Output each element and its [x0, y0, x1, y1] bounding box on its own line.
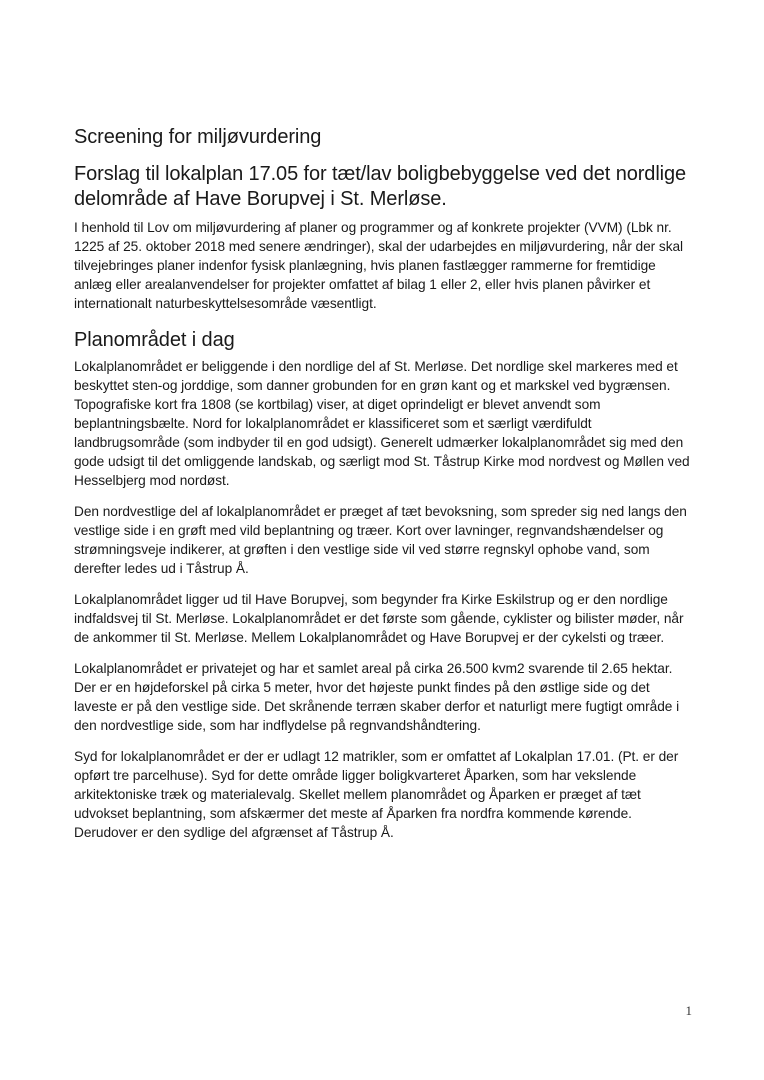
body-paragraph-1: Lokalplanområdet er beliggende i den nordlige del af St. Merløse. Det nordlige skel markeres med et beskyttet sten-og jorddige, som danner grobunden for en grøn kant og et markskel ved bygrænsen. Topografiske kort fra 1808 (se kortbilag) viser, at diget oprindeligt er blevet anvendt som beplantningsbælte. Nord for lokalplanområdet er klassificeret som et særligt værdifuldt landbrugsområde (som indbyder til en god udsigt). Generelt udmærker lokalplanområdet sig med den gode udsigt til det omliggende landskab, og særligt mod St. Tåstrup Kirke mod nordvest og Møllen ved Hesselbjerg mod nordøst. [74, 359, 690, 488]
document-title: Forslag til lokalplan 17.05 for tæt/lav boligbebyggelse ved det nordlige delområde af Have Borupvej i St. Merløse. [74, 163, 687, 210]
body-paragraph-5: Syd for lokalplanområdet er der er udlagt 12 matrikler, som er omfattet af Lokalplan 17.01. (Pt. er der opført tre parcelhuse). Syd for dette område ligger boligkvarteret Åparken, som har vekslende arkitektoniske træk og materialevalg. Skellet mellem planområdet og Åparken er præget af tæt udvokset beplantning, som afskærmer det meste af Åparken fra nordfra kommende kørende. Derudover er den sydlige del afgrænset af Tåstrup Å. [74, 749, 679, 840]
body-paragraph-2: Den nordvestlige del af lokalplanområdet er præget af tæt bevoksning, som spreder sig ned langs den vestlige side i en grøft med vild beplantning og træer. Kort over lavninger, regnvandshændelser og strømningsveje indikerer, at grøften i den vestlige side vil ved større regnskyl ophobe vand, som derefter ledes ud i Tåstrup Å. [74, 504, 687, 576]
section-heading: Planområdet i dag [74, 329, 235, 351]
document-page [74, 124, 696, 854]
body-paragraph-3: Lokalplanområdet ligger ud til Have Borupvej, som begynder fra Kirke Eskilstrup og er den nordlige indfaldsvej til St. Merløse. Lokalplanområdet er det første som gående, cyklister og bilister møder, når de ankommer til St. Merløse. Mellem Lokalplanområdet og Have Borupvej er der cykelsti og træer. [74, 592, 684, 645]
body-paragraph-4: Lokalplanområdet er privatejet og har et samlet areal på cirka 26.500 kvm2 svarende til 2.65 hektar. Der er en højdeforskel på cirka 5 meter, hvor det højeste punkt findes på den østlige side og det laveste er på den vestlige side. Det skrånende terræn skaber derfor et naturligt mere fugtigt område i den nordvestlige side, som har indflydelse på regnvandshåndtering. [74, 661, 680, 733]
page-number: 1 [685, 1003, 692, 1018]
document-kicker: Screening for miljøvurdering [74, 126, 322, 148]
intro-paragraph: I henhold til Lov om miljøvurdering af planer og programmer og af konkrete projekter (VVM) (Lbk nr. 1225 af 25. oktober 2018 med senere ændringer), skal der udarbejdes en miljøvurdering, når der skal tilvejebringes planer indenfor fysisk planlægning, hvis planen fastlægger rammerne for fremtidige anlæg eller arealanvendelser for projekter omfattet af bilag 1 eller 2, eller hvis planen påvirker et internationalt naturbeskyttelsesområde væsentligt. [74, 220, 684, 311]
